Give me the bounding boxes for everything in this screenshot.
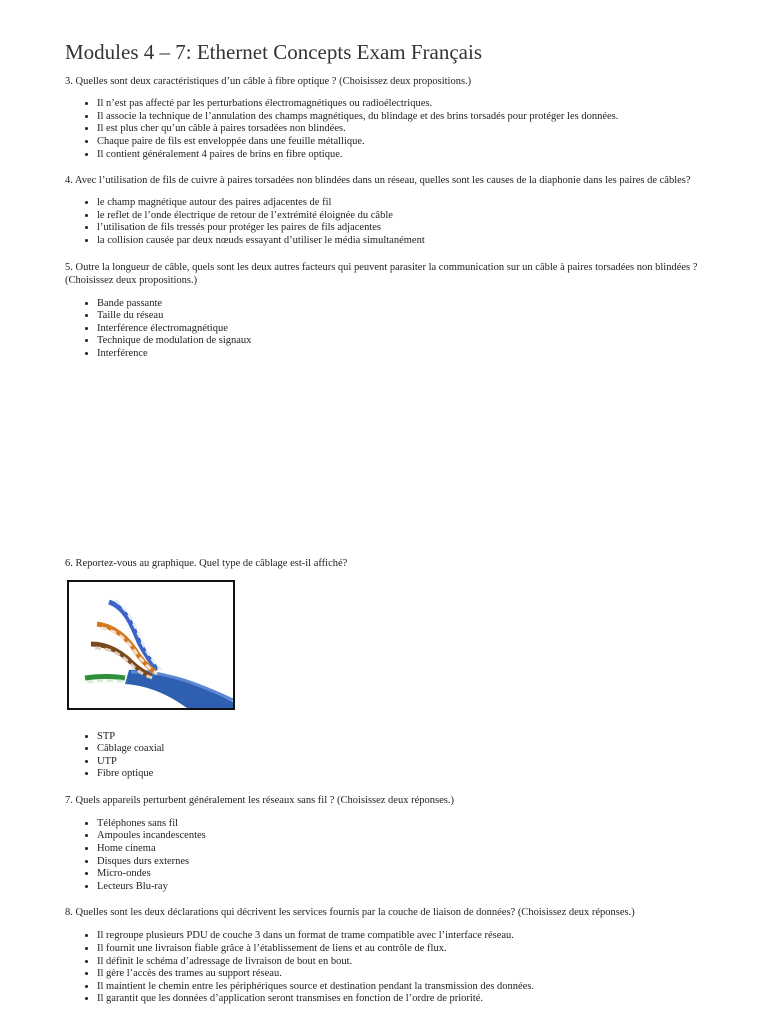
list-item: • la collision causée par deux nœuds essayant d’utiliser le média simultanément [97, 235, 705, 248]
list-item: • Il n’est pas affecté par les perturbations électromagnétiques ou radioélectriques. [97, 98, 705, 111]
question-5-options [65, 298, 705, 361]
list-item: • Il contient généralement 4 paires de brins en fibre optique. [97, 149, 705, 162]
list-item: • Micro-ondes [97, 868, 705, 881]
list-item: • le reflet de l’onde électrique de retour de l’extrémité éloignée du câble [97, 210, 705, 223]
question-5: 5. Outre la longueur de câble, quels sont les deux autres facteurs qui peuvent parasiter la communication sur un câble à paires torsadées non blindées ? (Choisissez deux propositions.) [65, 261, 698, 286]
list-item: • Home cinema [97, 843, 705, 856]
list-item: • Chaque paire de fils est enveloppée dans une feuille métallique. [97, 136, 705, 149]
question-3-options [65, 98, 705, 161]
document-page [65, 40, 705, 1006]
question-8: 8. Quelles sont les deux déclarations qui décrivent les services fournis par la couche de liaison de données? (Choisissez deux réponses.) [65, 907, 635, 919]
question-8-options [65, 930, 705, 1006]
page-title: Modules 4 – 7: Ethernet Concepts Exam Français [65, 40, 482, 64]
list-item: • Bande passante [97, 298, 705, 311]
list-item: • l’utilisation de fils tressés pour protéger les paires de fils adjacentes [97, 222, 705, 235]
list-item: • Téléphones sans fil [97, 818, 705, 831]
list-item: • Taille du réseau [97, 310, 705, 323]
list-item: • Il maintient le chemin entre les périphériques source et destination pendant la transmission des données. [97, 981, 705, 994]
list-item: • le champ magnétique autour des paires adjacentes de fil [97, 197, 705, 210]
list-item: • Il associe la technique de l’annulation des champs magnétiques, du blindage et des brins torsadés pour protéger les données. [97, 111, 705, 124]
list-item: • Interférence électromagnétique [97, 323, 705, 336]
question-4-options [65, 197, 705, 247]
list-item: • Lecteurs Blu-ray [97, 881, 705, 894]
list-item: • Il est plus cher qu’un câble à paires torsadées non blindées. [97, 123, 705, 136]
list-item: • Il gère l’accès des trames au support réseau. [97, 968, 705, 981]
list-item: • Il regroupe plusieurs PDU de couche 3 dans un format de trame compatible avec l’interface réseau. [97, 930, 705, 943]
list-item: • Il définit le schéma d’adressage de livraison de bout en bout. [97, 956, 705, 969]
question-7-options [65, 818, 705, 894]
list-item: • Ampoules incandescentes [97, 830, 705, 843]
question-7: 7. Quels appareils perturbent généralement les réseaux sans fil ? (Choisissez deux réponses.) [65, 794, 454, 806]
list-item: • UTP [97, 756, 705, 769]
list-item: • Fibre optique [97, 768, 705, 781]
question-3: 3. Quelles sont deux caractéristiques d’un câble à fibre optique ? (Choisissez deux propositions.) [65, 76, 472, 88]
question-6: 6. Reportez-vous au graphique. Quel type de câblage est-il affiché? [65, 557, 348, 569]
list-item: • Câblage coaxial [97, 743, 705, 756]
list-item: • Interférence [97, 348, 705, 361]
list-item: • Technique de modulation de signaux [97, 335, 705, 348]
list-item: • Disques durs externes [97, 856, 705, 869]
blank-space [65, 361, 705, 557]
question-6-options [65, 731, 705, 781]
list-item: • Il fournit une livraison fiable grâce à l’établissement de liens et au contrôle de flux. [97, 943, 705, 956]
list-item: • STP [97, 731, 705, 744]
list-item: • Il garantit que les données d’application seront transmises en fonction de l’ordre de priorité. [97, 993, 705, 1006]
utp-cable-image [67, 580, 235, 710]
question-4: 4. Avec l’utilisation de fils de cuivre à paires torsadées non blindées dans un réseau, quelles sont les causes de la diaphonie dans les paires de câbles? [65, 175, 691, 187]
